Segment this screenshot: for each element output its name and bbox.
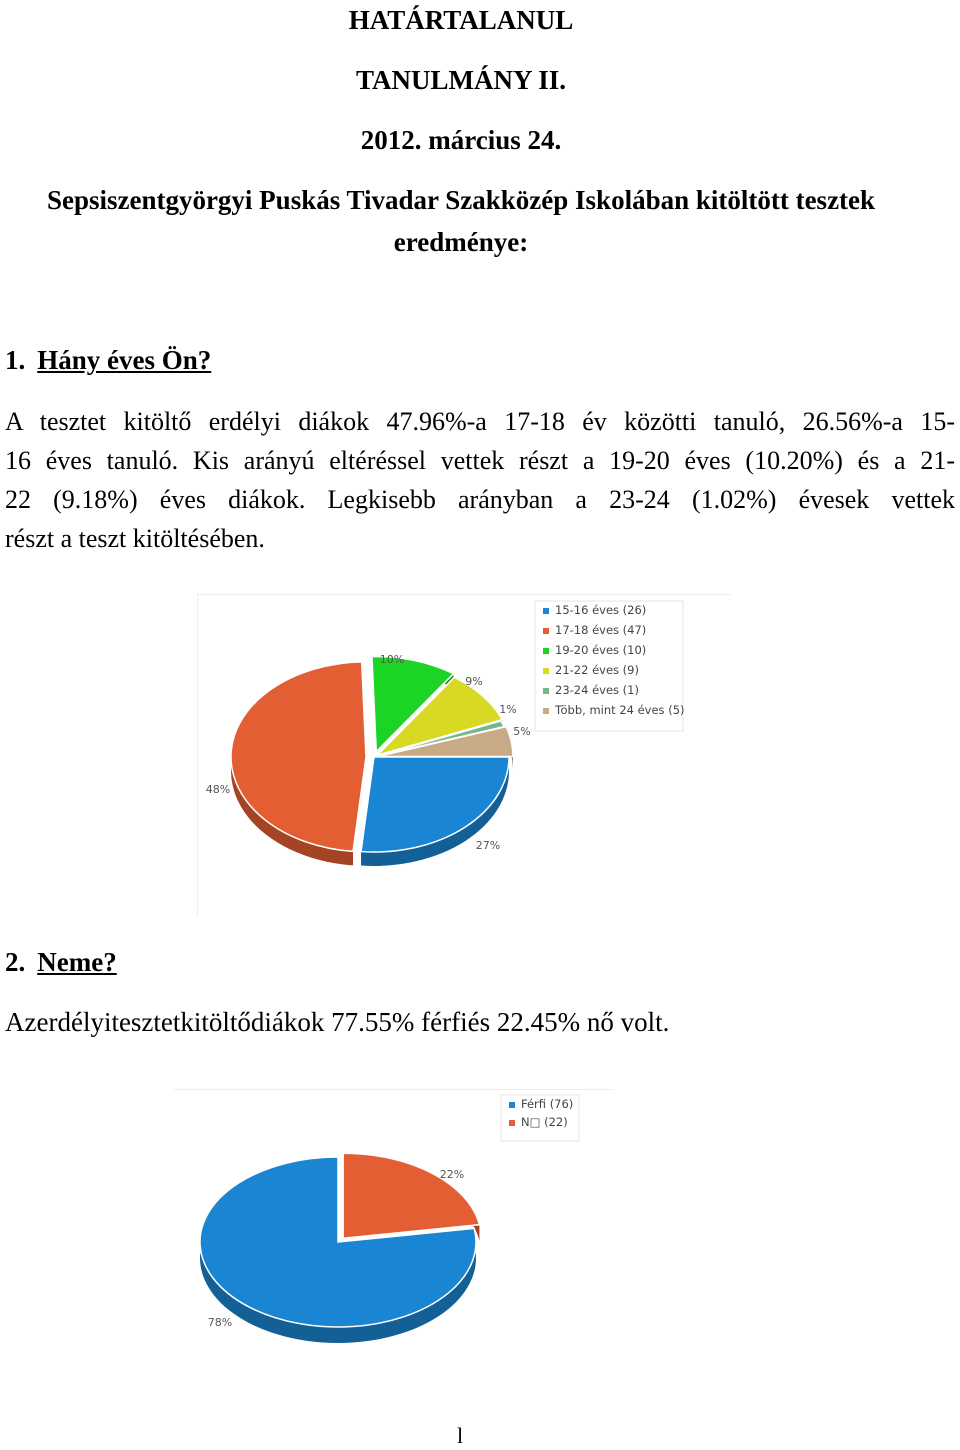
legend-swatch-23-24-ves-1 [543,688,549,694]
legend-item-23-24-ves-1: 23-24 éves (1) [555,683,639,697]
document-date: 2012. március 24. [360,125,562,155]
section1-paragraph-line-3: 22 (9.18%) éves diákok. Legkisebb arányban a 23-24 (1.02%) évesek vettek [5,485,955,514]
pie-slice-17-18-ves-47 [231,662,366,852]
gender-pie-chart [174,1089,614,1350]
section2-question: Neme? [37,947,117,977]
gender-pie-chart-svg [174,1090,614,1350]
legend-swatch-19-20-ves-10 [543,648,549,654]
section1-number: 1. [5,345,26,375]
pie-label-f-rfi-76: 78% [207,1316,233,1329]
section2-paragraph: Azerdélyitesztetkitöltődiákok 77.55% férfiés 22.45% nő volt. [5,1007,670,1037]
legend-item-17-18-ves-47: 17-18 éves (47) [555,623,647,637]
pie-label-21-22-ves-9: 9% [465,675,483,688]
pie-slice-15-16-ves-26 [361,757,509,852]
legend-swatch-21-22-ves-9 [543,668,549,674]
pie-label-17-18-ves-47: 48% [205,783,231,796]
legend-item-19-20-ves-10: 19-20 éves (10) [555,643,647,657]
pie-label-15-16-ves-26: 27% [475,839,501,852]
legend-swatch-17-18-ves-47 [543,628,549,634]
section1-paragraph-line-1: A tesztet kitöltő erdélyi diákok 47.96%-a 17-18 év közötti tanuló, 26.56%-a 15- [5,407,955,436]
document-title: HATÁRTALANUL [348,5,574,35]
section1-question: Hány éves Ön? [37,345,212,375]
age-pie-chart-svg [198,595,731,917]
age-pie-chart [197,594,731,917]
legend-swatch-n-22 [509,1120,515,1126]
section1-paragraph-line-2: 16 éves tanuló. Kis arányú eltéréssel vettek részt a 19-20 éves (10.20%) és a 21- [5,446,955,475]
legend-swatch-t-bb-mint-24-ves-5 [543,708,549,714]
legend-item-n-22: N□ (22) [521,1115,568,1129]
pie-label-19-20-ves-10: 10% [379,653,405,666]
section2-heading [5,946,117,978]
legend-item-f-rfi-76: Férfi (76) [521,1097,574,1111]
document-subtitle: TANULMÁNY II. [355,65,566,95]
section1-paragraph-line-4: részt a teszt kitöltésében. [5,524,265,553]
legend-item-21-22-ves-9: 21-22 éves (9) [555,663,639,677]
pie-label-t-bb-mint-24-ves-5: 5% [513,725,531,738]
legend-item-15-16-ves-26: 15-16 éves (26) [555,603,647,617]
section2-number: 2. [5,947,26,977]
legend-swatch-f-rfi-76 [509,1102,515,1108]
pie-label-23-24-ves-1: 1% [499,703,517,716]
pie-slice-n-22 [343,1153,479,1238]
document-description-line2: eredménye: [393,227,529,257]
page-number: l [456,1423,464,1448]
legend-swatch-15-16-ves-26 [543,608,549,614]
section1-heading [5,344,211,376]
pie-label-n-22: 22% [439,1168,465,1181]
document-description-line1: Sepsiszentgyörgyi Puskás Tivadar Szakközép Iskolában kitöltött tesztek [46,185,876,215]
legend-item-t-bb-mint-24-ves-5: Több, mint 24 éves (5) [555,703,685,717]
